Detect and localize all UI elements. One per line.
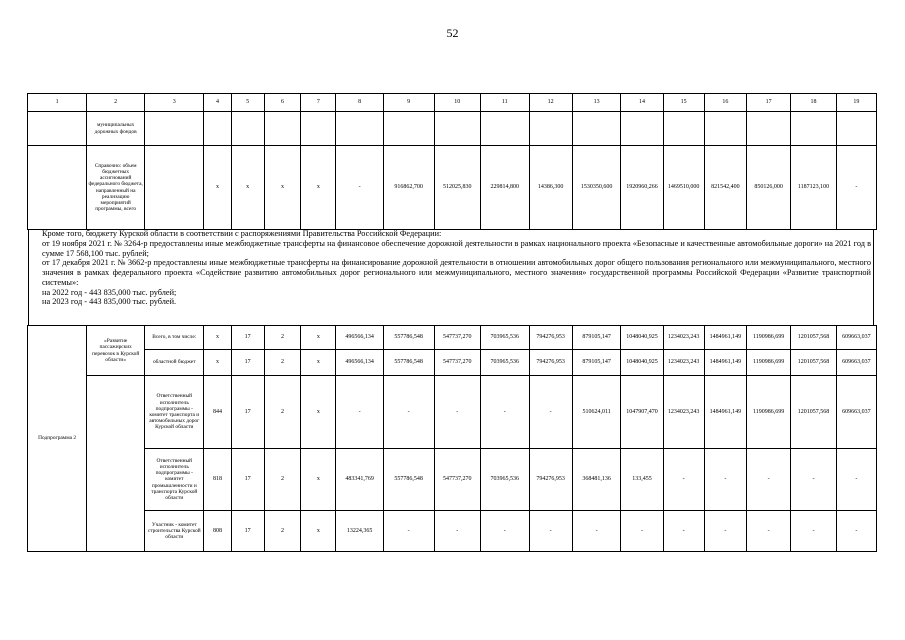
note-paragraph (28, 229, 874, 325)
table-row-federal-reference (28, 146, 877, 230)
table-cell (572, 112, 621, 146)
table-cell (621, 112, 663, 146)
table-cell: - (836, 511, 876, 552)
table-cell: 2 (264, 511, 301, 552)
table-cell: - (529, 511, 572, 552)
table-cell: 609663,037 (836, 376, 876, 449)
table-cell: 609663,037 (836, 326, 876, 350)
table-cell: 133,455 (621, 449, 663, 511)
table-cell: 844 (204, 376, 231, 449)
note-line: от 19 ноября 2021 г. № 3264-р предоставлены иные межбюджетные трансферты на финансовое обеспечение дорожной деятельности в рамках национального проекта «Безопасные и качественные автомобильные дороги» на 2021 год в сумме 17 568,100 тыс. рублей; (42, 238, 871, 258)
table-cell: - (747, 449, 791, 511)
header-cell: 17 (747, 94, 791, 112)
table-cell: 794276,953 (529, 350, 572, 376)
table-cell (529, 112, 572, 146)
table-cell: 2 (264, 376, 301, 449)
table-cell: 1234023,243 (663, 376, 704, 449)
table-cell: 17 (231, 376, 264, 449)
table-cell: - (480, 511, 529, 552)
table-cell (28, 146, 87, 230)
table-cell: - (336, 376, 384, 449)
table-cell: 1201057,568 (791, 376, 836, 449)
row-label: Всего, в том числе: (145, 326, 204, 350)
header-cell: 13 (572, 94, 621, 112)
table-cell: 17 (231, 449, 264, 511)
table-cell: 547737,270 (434, 350, 480, 376)
header-cell: 1 (28, 94, 87, 112)
header-cell: 3 (145, 94, 204, 112)
table-cell: 510624,011 (572, 376, 621, 449)
table-cell: 794276,953 (529, 326, 572, 350)
header-cell: 11 (480, 94, 529, 112)
table-cell: - (621, 511, 663, 552)
table-cell (480, 112, 529, 146)
budget-table-top (27, 93, 877, 230)
table-cell: 818 (204, 449, 231, 511)
table-cell: 2 (264, 449, 301, 511)
table-cell: 547737,270 (434, 449, 480, 511)
table-cell (301, 112, 336, 146)
table-cell: 703965,536 (480, 326, 529, 350)
table-cell (87, 376, 145, 552)
table-cell (28, 112, 87, 146)
table-cell (145, 112, 204, 146)
table-cell: 13224,365 (336, 511, 384, 552)
table-cell: 483341,769 (336, 449, 384, 511)
table-cell (231, 112, 264, 146)
table-cell: - (383, 376, 434, 449)
table-cell: х (301, 350, 336, 376)
table-cell: 609663,037 (836, 350, 876, 376)
table-cell: 1190986,699 (747, 326, 791, 350)
note-line: Кроме того, бюджету Курской области в соответствии с распоряжениями Правительства Российской Федерации: (42, 229, 442, 238)
table-cell: 229814,800 (480, 146, 529, 230)
table-cell (145, 146, 204, 230)
subprogram-title: «Развитие пассажирских перевозок в Курской области» (87, 326, 145, 376)
table-cell: - (747, 511, 791, 552)
table-cell (704, 112, 746, 146)
header-cell: 2 (87, 94, 145, 112)
header-cell: 14 (621, 94, 663, 112)
table-cell: 703965,536 (480, 350, 529, 376)
header-cell: 12 (529, 94, 572, 112)
table-cell (264, 112, 301, 146)
table-cell: х (231, 146, 264, 230)
header-row (28, 94, 877, 112)
table-cell: 1048040,925 (621, 326, 663, 350)
header-cell: 16 (704, 94, 746, 112)
note-line: на 2023 год - 443 835,000 тыс. рублей. (42, 297, 177, 307)
row-label: муниципальных дорожных фондов (87, 112, 145, 146)
table-cell: - (791, 449, 836, 511)
table-row (28, 326, 877, 350)
note-line: от 17 декабря 2021 г. № 3662-р предоставлены иные межбюджетные трансферты на финансирование дорожной деятельности в отношении автомобильных дорог общего пользования регионального или межмуниципального, местного значения в рамках федерального проекта «Содействие развитию автомобильных дорог регионального или межмуниципального, местного значения» государственной программы Российской Федерации «Развитие транспортной системы»: (42, 258, 871, 287)
table-cell: 1920960,266 (621, 146, 663, 230)
table-cell: - (663, 511, 704, 552)
table-cell: 821542,400 (704, 146, 746, 230)
table-cell: х (301, 376, 336, 449)
table-cell: 1201057,568 (791, 350, 836, 376)
table-cell: - (704, 449, 746, 511)
table-cell: - (434, 376, 480, 449)
table-cell: - (836, 449, 876, 511)
table-cell: х (301, 146, 336, 230)
table-cell (663, 112, 704, 146)
header-cell: 8 (336, 94, 384, 112)
table-cell: х (301, 326, 336, 350)
table-cell: - (572, 511, 621, 552)
row-label: Ответственный исполнитель подпрограммы - комитет транспорта и автомобильных дорог Курской области (145, 376, 204, 449)
table-cell: 17 (231, 350, 264, 376)
table-cell: 557786,548 (383, 350, 434, 376)
table-cell: 2 (264, 326, 301, 350)
table-row (28, 449, 877, 511)
table-cell: - (529, 376, 572, 449)
table-cell: 368481,136 (572, 449, 621, 511)
table-cell: х (264, 146, 301, 230)
header-cell: 5 (231, 94, 264, 112)
table-cell: 1530350,600 (572, 146, 621, 230)
table-cell: - (480, 376, 529, 449)
table-cell: 850126,000 (747, 146, 791, 230)
table-cell: 496566,134 (336, 326, 384, 350)
table-cell: 879105,147 (572, 326, 621, 350)
table-cell (434, 112, 480, 146)
table-cell: - (383, 511, 434, 552)
table-cell: 557786,548 (383, 449, 434, 511)
note-line: на 2022 год - 443 835,000 тыс. рублей; (42, 287, 177, 297)
table-cell: 1469510,000 (663, 146, 704, 230)
table-cell: 808 (204, 511, 231, 552)
table-cell: - (434, 511, 480, 552)
table-cell: х (301, 449, 336, 511)
table-cell (836, 112, 876, 146)
table-cell: 14386,300 (529, 146, 572, 230)
table-cell: 557786,548 (383, 326, 434, 350)
header-cell: 10 (434, 94, 480, 112)
table-cell: 1047907,470 (621, 376, 663, 449)
table-cell: 794276,953 (529, 449, 572, 511)
header-cell: 9 (383, 94, 434, 112)
row-label: Участник - комитет строительства Курской области (145, 511, 204, 552)
table-cell: 547737,270 (434, 326, 480, 350)
table-cell: 1484961,149 (704, 326, 746, 350)
table-cell: 1048040,925 (621, 350, 663, 376)
header-cell: 4 (204, 94, 231, 112)
subprogram-name: Подпрограмма 2 (28, 326, 87, 552)
row-label: Ответственный исполнитель подпрограммы - комитет промышленности и транспорта Курской области (145, 449, 204, 511)
table-cell (204, 112, 231, 146)
table-cell: 1187123,100 (791, 146, 836, 230)
table-cell: 1484961,149 (704, 350, 746, 376)
table-row-municipal (28, 112, 877, 146)
table-cell: х (204, 350, 231, 376)
table-cell (383, 112, 434, 146)
table-cell: 1234023,243 (663, 326, 704, 350)
budget-table-subprogram (27, 325, 877, 552)
header-cell: 19 (836, 94, 876, 112)
table-cell: 17 (231, 326, 264, 350)
table-cell: 512025,830 (434, 146, 480, 230)
table-row (28, 376, 877, 449)
table-cell: 916862,700 (383, 146, 434, 230)
table-cell (336, 112, 384, 146)
table-cell: 1484961,149 (704, 376, 746, 449)
table-cell (747, 112, 791, 146)
table-cell (791, 112, 836, 146)
table-cell: 1190986,699 (747, 376, 791, 449)
header-cell: 6 (264, 94, 301, 112)
table-cell: - (836, 146, 876, 230)
header-cell: 7 (301, 94, 336, 112)
table-cell: х (301, 511, 336, 552)
table-cell: 2 (264, 350, 301, 376)
table-cell: - (791, 511, 836, 552)
table-cell: х (204, 326, 231, 350)
header-cell: 15 (663, 94, 704, 112)
table-row (28, 511, 877, 552)
table-cell: х (204, 146, 231, 230)
table-cell: 1190986,699 (747, 350, 791, 376)
table-cell: - (663, 449, 704, 511)
header-cell: 18 (791, 94, 836, 112)
table-cell: - (336, 146, 384, 230)
table-row (28, 350, 877, 376)
table-cell: 496566,134 (336, 350, 384, 376)
page-number: 52 (446, 26, 459, 40)
table-cell: 703965,536 (480, 449, 529, 511)
row-label: областной бюджет (145, 350, 204, 376)
table-cell: 1201057,568 (791, 326, 836, 350)
table-cell: 879105,147 (572, 350, 621, 376)
table-cell: 17 (231, 511, 264, 552)
table-cell: - (704, 511, 746, 552)
row-label: Справочно: объем бюджетных ассигнований федерального бюджета, направленный на реализацию мероприятий программы, всего (87, 146, 145, 230)
table-cell: 1234023,243 (663, 350, 704, 376)
